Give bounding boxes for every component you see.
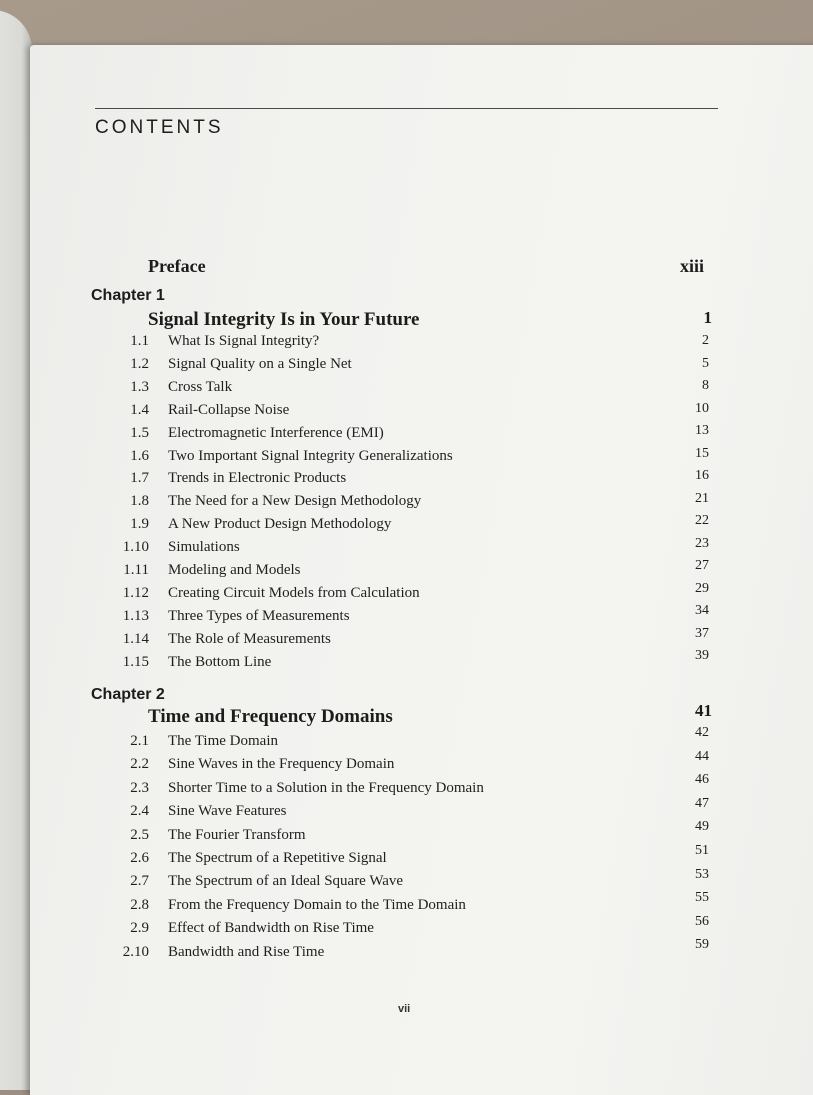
section-page-number: 21 <box>695 490 709 506</box>
section-page-number: 13 <box>695 423 709 438</box>
section-page-number: 37 <box>695 625 709 641</box>
section-title: The Need for a New Design Methodology <box>168 493 422 510</box>
chapter-title: Time and Frequency Domains <box>148 706 393 727</box>
section-title: Sine Waves in the Frequency Domain <box>168 756 395 773</box>
chapter-title: Signal Integrity Is in Your Future <box>148 309 420 330</box>
section-number: 1.5 <box>130 424 149 441</box>
section-page-number: 8 <box>702 378 709 393</box>
section-title: Signal Quality on a Single Net <box>168 355 352 372</box>
section-number: 1.9 <box>130 516 149 533</box>
section-title: Bandwidth and Rise Time <box>168 943 325 960</box>
section-number: 1.11 <box>123 562 149 578</box>
section-number: 1.7 <box>130 470 149 487</box>
section-number: 2.6 <box>130 850 149 866</box>
section-number: 1.1 <box>130 333 149 349</box>
section-page-number: 42 <box>695 725 709 740</box>
section-number: 2.2 <box>130 756 149 773</box>
section-page-number: 59 <box>695 937 709 953</box>
section-page-number: 27 <box>695 558 709 573</box>
header-rule <box>95 108 718 109</box>
section-title: Creating Circuit Models from Calculation <box>168 584 420 601</box>
section-title: The Bottom Line <box>168 653 272 670</box>
section-page-number: 10 <box>695 400 709 416</box>
section-title: Shorter Time to a Solution in the Frequency Domain <box>168 779 484 796</box>
section-title: A New Product Design Methodology <box>168 516 392 533</box>
section-title: Cross Talk <box>168 378 233 395</box>
section-page-number: 16 <box>695 468 709 483</box>
section-title: The Spectrum of a Repetitive Signal <box>168 850 387 866</box>
section-number: 1.8 <box>130 493 149 510</box>
section-number: 1.15 <box>122 653 149 670</box>
chapter-page-number: 1 <box>703 308 712 327</box>
section-page-number: 2 <box>702 333 709 348</box>
chapter-label: Chapter 2 <box>91 686 165 703</box>
section-number: 2.1 <box>130 733 149 749</box>
section-page-number: 44 <box>695 748 709 764</box>
section-title: Sine Wave Features <box>168 803 287 820</box>
section-title: The Spectrum of an Ideal Square Wave <box>168 873 404 890</box>
section-page-number: 49 <box>695 819 709 835</box>
preface-entry: Preface <box>148 256 206 276</box>
section-page-number: 15 <box>695 445 709 461</box>
page-folio: vii <box>398 1003 411 1015</box>
section-number: 1.14 <box>122 630 149 647</box>
section-number: 1.4 <box>130 401 149 418</box>
section-number: 1.12 <box>122 584 149 601</box>
section-number: 1.3 <box>130 378 149 395</box>
chapter-page-number: 41 <box>695 701 712 720</box>
section-number: 1.2 <box>130 355 149 372</box>
section-page-number: 34 <box>695 603 709 618</box>
section-page-number: 56 <box>695 913 709 929</box>
chapter-label: Chapter 1 <box>91 287 165 304</box>
section-title: Effect of Bandwidth on Rise Time <box>168 920 374 937</box>
section-page-number: 22 <box>695 513 709 528</box>
section-number: 2.4 <box>130 803 149 820</box>
section-page-number: 55 <box>695 890 709 906</box>
section-number: 2.7 <box>130 873 149 890</box>
section-number: 2.9 <box>130 920 149 937</box>
section-page-number: 46 <box>695 772 709 788</box>
section-page-number: 47 <box>695 795 709 811</box>
section-title: Two Important Signal Integrity Generalizations <box>168 447 453 464</box>
section-title: The Role of Measurements <box>168 630 331 647</box>
section-title: The Time Domain <box>168 733 279 749</box>
section-number: 2.5 <box>130 826 149 843</box>
section-page-number: 51 <box>695 843 709 858</box>
section-number: 1.6 <box>130 447 149 464</box>
preface-page-number: xiii <box>679 256 704 276</box>
section-title: From the Frequency Domain to the Time Domain <box>168 896 466 913</box>
section-page-number: 29 <box>695 580 709 596</box>
section-page-number: 5 <box>702 355 709 371</box>
section-title: Modeling and Models <box>168 562 301 578</box>
section-page-number: 23 <box>695 535 709 551</box>
section-number: 1.10 <box>122 539 149 556</box>
section-number: 1.13 <box>122 607 149 624</box>
page-title: CONTENTS <box>95 117 224 138</box>
left-page-edge <box>0 10 32 1090</box>
section-number: 2.10 <box>122 943 149 960</box>
section-title: Three Types of Measurements <box>168 607 350 624</box>
section-number: 2.8 <box>130 896 149 913</box>
section-title: Trends in Electronic Products <box>168 470 347 487</box>
section-title: Rail-Collapse Noise <box>168 401 290 418</box>
section-title: Electromagnetic Interference (EMI) <box>168 424 384 441</box>
section-number: 2.3 <box>130 779 149 796</box>
section-page-number: 39 <box>695 648 709 663</box>
section-title: What Is Signal Integrity? <box>168 333 320 349</box>
section-title: The Fourier Transform <box>168 826 306 843</box>
section-title: Simulations <box>168 539 240 556</box>
section-page-number: 53 <box>695 866 709 882</box>
